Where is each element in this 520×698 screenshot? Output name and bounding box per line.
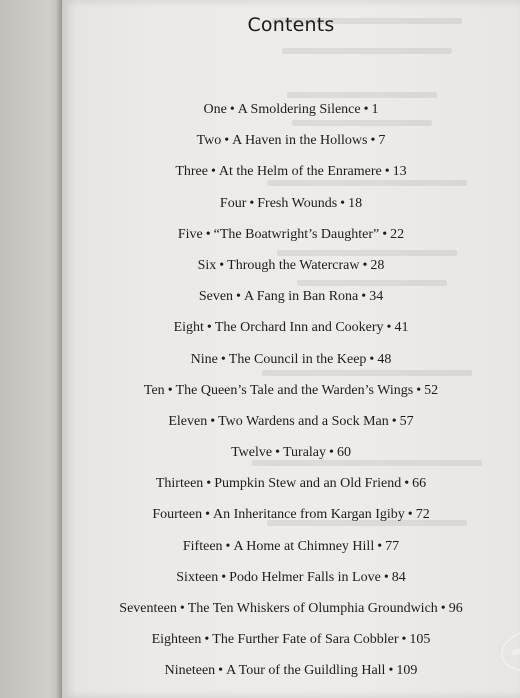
separator-bullet: • — [224, 133, 230, 149]
chapter-number: Fourteen — [152, 507, 203, 523]
toc-entry — [62, 441, 520, 472]
chapter-number: Three — [175, 164, 208, 180]
chapter-number: Five — [177, 226, 203, 242]
chapter-number: Seven — [198, 289, 234, 305]
separator-bullet: • — [377, 538, 383, 554]
page-number: 28 — [370, 257, 385, 273]
chapter-number: Ten — [143, 382, 165, 398]
separator-bullet: • — [275, 445, 280, 461]
separator-bullet: • — [401, 632, 407, 648]
toc-entry — [62, 628, 520, 659]
chapter-title: A Haven in the Hollows — [232, 133, 368, 149]
page-number: 84 — [391, 569, 406, 585]
separator-bullet: • — [221, 569, 227, 585]
chapter-title: Podo Helmer Falls in Love — [229, 569, 381, 585]
chapter-title: At the Helm of the Enramere — [218, 164, 382, 180]
page-number: 105 — [409, 632, 431, 648]
toc-entry — [62, 379, 520, 410]
separator-bullet: • — [206, 320, 212, 336]
chapter-number: Six — [197, 257, 217, 273]
separator-bullet: • — [329, 445, 334, 461]
separator-bullet: • — [382, 226, 388, 242]
separator-bullet: • — [370, 133, 376, 149]
separator-bullet: • — [210, 413, 216, 429]
page-number: 7 — [378, 133, 386, 149]
page-number: 48 — [377, 351, 392, 367]
toc-entry — [62, 98, 520, 129]
toc-entry — [62, 285, 520, 316]
toc-entry — [62, 503, 520, 534]
book-gutter — [0, 0, 62, 698]
toc-entry — [62, 410, 520, 441]
toc-entry — [62, 659, 520, 690]
toc-entry — [62, 223, 520, 254]
separator-bullet: • — [416, 382, 422, 398]
separator-bullet: • — [220, 351, 226, 367]
separator-bullet: • — [229, 102, 235, 117]
chapter-number: Nine — [190, 351, 218, 367]
separator-bullet: • — [340, 195, 346, 211]
chapter-number: Twelve — [231, 445, 273, 461]
page-number: 109 — [396, 663, 418, 679]
chapter-title: Turalay — [282, 445, 327, 461]
page-number: 34 — [369, 289, 384, 305]
toc-entry — [62, 472, 520, 503]
separator-bullet: • — [205, 226, 211, 242]
toc-entry — [62, 254, 520, 285]
page-number: 96 — [448, 601, 463, 616]
page-number: 13 — [392, 164, 407, 180]
chapter-number: Eighteen — [151, 632, 202, 648]
separator-bullet: • — [386, 320, 392, 336]
toc-entry — [62, 160, 520, 191]
page-number: 72 — [415, 507, 430, 523]
chapter-title: A Tour of the Guildling Hall — [226, 663, 386, 679]
chapter-number: Two — [196, 133, 222, 149]
chapter-title: “The Boatwright’s Daughter” — [213, 226, 380, 242]
separator-bullet: • — [218, 663, 224, 679]
separator-bullet: • — [236, 289, 241, 305]
chapter-title: The Ten Whiskers of Olumphia Groundwich — [187, 601, 438, 616]
separator-bullet: • — [384, 164, 390, 180]
separator-bullet: • — [249, 195, 255, 211]
chapter-title: Pumpkin Stew and an Old Friend — [214, 476, 402, 492]
page-number: 18 — [348, 195, 363, 211]
separator-bullet: • — [225, 538, 231, 554]
separator-bullet: • — [440, 601, 446, 616]
page-number: 22 — [390, 226, 405, 242]
separator-bullet: • — [361, 289, 367, 305]
separator-bullet: • — [407, 507, 413, 523]
chapter-title: Fresh Wounds — [257, 195, 338, 211]
separator-bullet: • — [205, 507, 210, 523]
separator-bullet: • — [219, 257, 225, 273]
separator-bullet: • — [167, 382, 173, 398]
chapter-number: Nineteen — [164, 663, 216, 679]
chapter-title: Through the Watercraw — [227, 257, 360, 273]
chapter-title: A Smoldering Silence — [237, 102, 361, 117]
book-page — [62, 0, 520, 698]
separator-bullet: • — [404, 476, 410, 492]
page-number: 41 — [394, 320, 409, 336]
chapter-title: A Fang in Ban Rona — [243, 289, 359, 305]
chapter-number: Four — [219, 195, 247, 211]
chapter-number: Eight — [173, 320, 204, 336]
separator-bullet: • — [369, 351, 375, 367]
table-of-contents — [62, 98, 520, 691]
chapter-number: Fifteen — [182, 538, 223, 554]
page-number: 66 — [412, 476, 427, 492]
toc-entry — [62, 316, 520, 347]
page-number: 52 — [424, 382, 439, 398]
chapter-title: The Council in the Keep — [228, 351, 367, 367]
chapter-title: The Queen’s Tale and the Warden’s Wings — [175, 382, 414, 398]
chapter-number: One — [203, 102, 227, 117]
separator-bullet: • — [206, 476, 212, 492]
page-number: 77 — [385, 538, 400, 554]
separator-bullet: • — [363, 102, 369, 117]
separator-bullet: • — [210, 164, 216, 180]
chapter-number: Eleven — [168, 413, 208, 429]
toc-entry — [62, 597, 520, 628]
toc-entry — [62, 129, 520, 160]
separator-bullet: • — [362, 257, 368, 273]
chapter-number: Thirteen — [155, 476, 204, 492]
page-number: 60 — [336, 445, 351, 461]
chapter-title: A Home at Chimney Hill — [233, 538, 375, 554]
separator-bullet: • — [179, 601, 185, 616]
separator-bullet: • — [391, 413, 397, 429]
toc-entry — [62, 566, 520, 597]
chapter-title: An Inheritance from Kargan Igiby — [212, 507, 405, 523]
toc-entry — [62, 348, 520, 379]
separator-bullet: • — [388, 663, 394, 679]
chapter-title: The Further Fate of Sara Cobbler — [212, 632, 399, 648]
chapter-title: The Orchard Inn and Cookery — [214, 320, 384, 336]
page-title: Contents — [247, 14, 335, 36]
toc-entry — [62, 535, 520, 566]
chapter-number: Seventeen — [119, 601, 177, 616]
page-number: 57 — [399, 413, 414, 429]
chapter-title: Two Wardens and a Sock Man — [218, 413, 389, 429]
toc-entry — [62, 192, 520, 223]
chapter-number: Sixteen — [176, 569, 219, 585]
separator-bullet: • — [383, 569, 389, 585]
separator-bullet: • — [204, 632, 210, 648]
page-number: 1 — [371, 102, 379, 117]
